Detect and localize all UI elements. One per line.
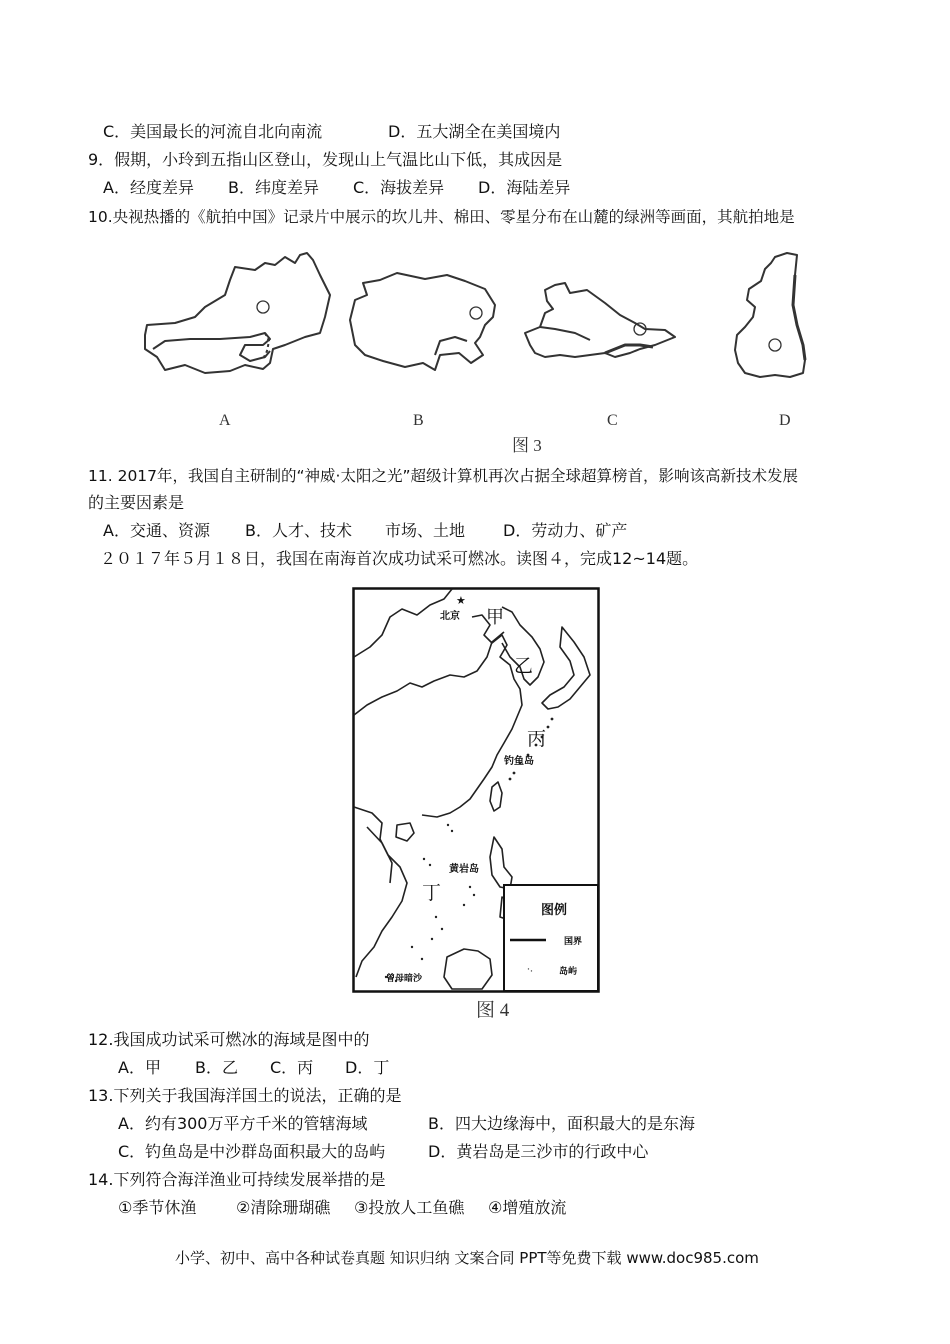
q9-option-b: B．纬度差异 (228, 178, 319, 197)
legend-border-label: 国界 (564, 937, 583, 947)
q12-option-c: C．丙 (270, 1058, 314, 1077)
map-label-diaoyu: 钓鱼岛 (504, 756, 534, 767)
q14-option-3: ③投放人工鱼礁 (354, 1198, 465, 1217)
map-label-yi: 乙 (514, 655, 534, 677)
map-label-zengmu: 曾母暗沙 (386, 974, 423, 984)
q11-option-a: A．交通、资源 (103, 521, 210, 540)
shape-a-marker (257, 301, 269, 313)
figure-3-province-shapes (135, 245, 825, 390)
q13-option-c: C．钓鱼岛是中沙群岛面积最大的岛屿 (118, 1142, 386, 1161)
beijing-star-icon: ★ (456, 594, 466, 607)
q13-option-d: D．黄岩岛是三沙市的行政中心 (428, 1142, 649, 1161)
intro-12-14: ２０１７年５月１８日，我国在南海首次成功试采可燃冰。读图４，完成12~14题。 (100, 549, 699, 568)
q9-option-d: D．海陆差异 (478, 178, 571, 197)
figure-4-map (352, 587, 600, 993)
q14-option-2: ②清除珊瑚礁 (236, 1198, 331, 1217)
shape-c-inner-line (540, 327, 590, 340)
q11-option-d: D．劳动力、矿产 (503, 521, 628, 540)
shape-b-marker (470, 307, 482, 319)
q8-option-d: D．五大湖全在美国境内 (388, 122, 561, 141)
q12-option-b: B．乙 (195, 1058, 238, 1077)
q13-option-a: A．约有300万平方千米的管辖海域 (118, 1114, 368, 1133)
q14-stem: 14.下列符合海洋渔业可持续发展举措的是 (88, 1170, 386, 1189)
shape-label-d: D (779, 412, 791, 429)
map-label-jia: 甲 (486, 607, 504, 628)
map-label-huangyan: 黄岩岛 (449, 864, 479, 875)
figure-3-caption: 图 3 (512, 436, 542, 455)
shape-c-border-line (605, 345, 653, 353)
q9-option-c: C．海拔差异 (353, 178, 445, 197)
q11-options (103, 520, 627, 542)
q12-option-d: D．丁 (345, 1058, 390, 1077)
q11-stem-line2: 的主要因素是 (88, 493, 185, 512)
q11-option-b: B．人才、技术 (245, 521, 352, 540)
q14-option-1: ①季节休渔 (118, 1198, 197, 1217)
legend-island-label: 岛屿 (559, 967, 578, 977)
q11-stem-line1: 11. 2017年，我国自主研制的“神威·太阳之光”超级计算机再次占据全球超算榜首，影响该高新技术发展 (88, 467, 799, 485)
q13-stem: 13.下列关于我国海洋国土的说法，正确的是 (88, 1086, 402, 1105)
q9-options (103, 177, 570, 199)
q14-option-4: ④增殖放流 (488, 1198, 567, 1217)
page-footer: 小学、初中、高中各种试卷真题 知识归纳 文案合同 PPT等免费下载 www.doc985.com (175, 1249, 759, 1267)
shape-d-marker (769, 339, 781, 351)
shape-b-inner-line (435, 337, 467, 355)
map-label-ding: 丁 (422, 882, 442, 904)
q12-stem: 12.我国成功试采可燃冰的海域是图中的 (88, 1030, 370, 1049)
q9-option-a: A．经度差异 (103, 178, 194, 197)
q10-stem: 10.央视热播的《航拍中国》记录片中展示的坎儿井、棉田、零星分布在山麓的绿洲等画面，其航拍地是 (88, 208, 795, 226)
legend-title: 图例 (541, 903, 568, 918)
figure-4-caption: 图 4 (476, 1000, 510, 1021)
q11-option-c: 市场、土地 (385, 521, 466, 540)
map-label-beijing: 北京 (440, 611, 460, 622)
shape-label-a: A (219, 412, 231, 429)
q8-option-c: C．美国最长的河流自北向南流 (103, 122, 323, 141)
q9-stem: 9．假期，小玲到五指山区登山，发现山上气温比山下低，其成因是 (88, 150, 563, 169)
q12-option-a: A．甲 (118, 1058, 161, 1077)
q12-options (118, 1057, 389, 1079)
shape-d-border-line (793, 275, 805, 360)
q13-option-b: B．四大边缘海中，面积最大的是东海 (428, 1114, 695, 1133)
q14-options (118, 1197, 566, 1219)
shape-a-outline (145, 253, 330, 373)
shape-label-b: B (413, 412, 424, 429)
map-legend (504, 885, 598, 991)
map-label-bing: 丙 (527, 728, 547, 750)
shape-a-inner-line (153, 333, 270, 361)
legend-island-icon: ⸱⸳ (527, 963, 533, 976)
shape-label-c: C (607, 412, 618, 429)
shape-b-outline (350, 273, 495, 370)
